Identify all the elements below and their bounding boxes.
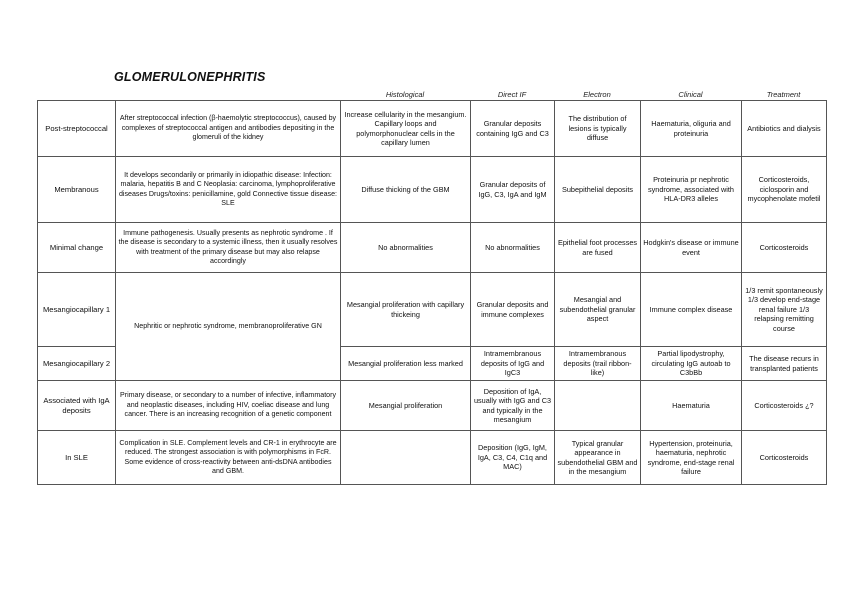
description-cell: It develops secondarily or primarily in idiopathic disease: Infection: malaria, hepatitis B and C Neoplasia: carcinoma, lymphoproliferative diseases Drugs/toxins: penicillamine, gold Connective tissue disease: SLE (116, 157, 341, 223)
table-row (38, 101, 827, 157)
row-name: Associated with IgA deposits (38, 381, 116, 431)
treatment-cell: Corticosteroids (742, 431, 827, 485)
treatment-cell: 1/3 remit spontaneously 1/3 develop end-stage renal failure 1/3 relapsing remitting course (742, 273, 827, 347)
row-name: Minimal change (38, 223, 116, 273)
electron-cell: The distribution of lesions is typically diffuse (555, 101, 641, 157)
row-name: Membranous (38, 157, 116, 223)
row-name: Mesangiocapillary 1 (38, 273, 116, 347)
treatment-cell: The disease recurs in transplanted patients (742, 347, 827, 381)
treatment-cell: Corticosteroids ¿? (742, 381, 827, 431)
row-name: Mesangiocapillary 2 (38, 347, 116, 381)
histological-cell: Mesangial proliferation with capillary thickeing (341, 273, 471, 347)
description-cell: Nephritic or nephrotic syndrome, membranoproliferative GN (116, 273, 341, 381)
electron-cell: Typical granular appearance in subendothelial GBM and in the mesangium (555, 431, 641, 485)
direct-if-cell: No abnormalities (471, 223, 555, 273)
electron-cell: Epithelial foot processes are fused (555, 223, 641, 273)
description-cell: After streptococcal infection (β-haemolytic streptococcus), caused by complexes of streptococcal antigen and antibodies depositing in the glomeruli of the kidney (116, 101, 341, 157)
table-row (38, 381, 827, 431)
clinical-cell: Haematuria, oliguria and proteinuria (641, 101, 742, 157)
clinical-cell: Proteinuria pr nephrotic syndrome, associated with HLA-DR3 alleles (641, 157, 742, 223)
histological-cell: Mesangial proliferation (341, 381, 471, 431)
histological-cell: Mesangial proliferation less marked (341, 347, 471, 381)
header-clinical: Clinical (678, 90, 703, 99)
header-treatment: Treatment (766, 90, 801, 99)
document-title: GLOMERULONEPHRITIS (114, 70, 266, 84)
header-direct-if: Direct IF (497, 90, 527, 99)
row-name: Post-streptococcal (38, 101, 116, 157)
description-cell: Primary disease, or secondary to a number of infective, inflammatory and neoplastic diseases, including HIV, coeliac disease and lung cancer. There is an increasing recognition of a genetic component (116, 381, 341, 431)
glomerulonephritis-table (37, 100, 827, 485)
description-cell: Complication in SLE. Complement levels and CR-1 in erythrocyte are reduced. The strongest association is with polymorphisms in FcR. Some evidence of cross-reactivity between anti-dsDNA antibodies and GBM. (116, 431, 341, 485)
table-row (38, 157, 827, 223)
electron-cell (555, 381, 641, 431)
direct-if-cell: Granular deposits containing IgG and C3 (471, 101, 555, 157)
table-row (38, 431, 827, 485)
clinical-cell: Hypertension, proteinuria, haematuria, nephrotic syndrome, end-stage renal failure (641, 431, 742, 485)
treatment-cell: Corticosteroids, ciclosporin and mycophenolate mofetil (742, 157, 827, 223)
clinical-cell: Haematuria (641, 381, 742, 431)
treatment-cell: Corticosteroids (742, 223, 827, 273)
direct-if-cell: Granular deposits and immune complexes (471, 273, 555, 347)
histological-cell: Diffuse thicking of the GBM (341, 157, 471, 223)
direct-if-cell: Intramembranous deposits of IgG and IgC3 (471, 347, 555, 381)
clinical-cell: Hodgkin's disease or immune event (641, 223, 742, 273)
treatment-cell: Antibiotics and dialysis (742, 101, 827, 157)
clinical-cell: Immune complex disease (641, 273, 742, 347)
electron-cell: Mesangial and subendothelial granular aspect (555, 273, 641, 347)
header-histological: Histological (385, 90, 425, 99)
direct-if-cell: Deposition (IgG, IgM, IgA, C3, C4, C1q and MAC) (471, 431, 555, 485)
description-cell: Immune pathogenesis. Usually presents as nephrotic syndrome . If the disease is secondary to a systemic illness, then it usually resolves with treatment of the primary disease but may also relapse accordingly (116, 223, 341, 273)
table-row (38, 223, 827, 273)
row-name: In SLE (38, 431, 116, 485)
histological-cell: No abnormalities (341, 223, 471, 273)
header-electron: Electron (583, 90, 611, 99)
electron-cell: Intramembranous deposits (trail ribbon-like) (555, 347, 641, 381)
direct-if-cell: Granular deposits of IgG, C3, IgA and IgM (471, 157, 555, 223)
histological-cell: Increase cellularity in the mesangium. Capillary loops and polymorphonuclear cells in the capillary lumen (341, 101, 471, 157)
histological-cell (341, 431, 471, 485)
electron-cell: Subepithelial deposits (555, 157, 641, 223)
table-row (38, 273, 827, 347)
direct-if-cell: Deposition of IgA, usually with IgG and C3 and typically in the mesangium (471, 381, 555, 431)
clinical-cell: Partial lipodystrophy, circulating IgG autoab to C3bBb (641, 347, 742, 381)
